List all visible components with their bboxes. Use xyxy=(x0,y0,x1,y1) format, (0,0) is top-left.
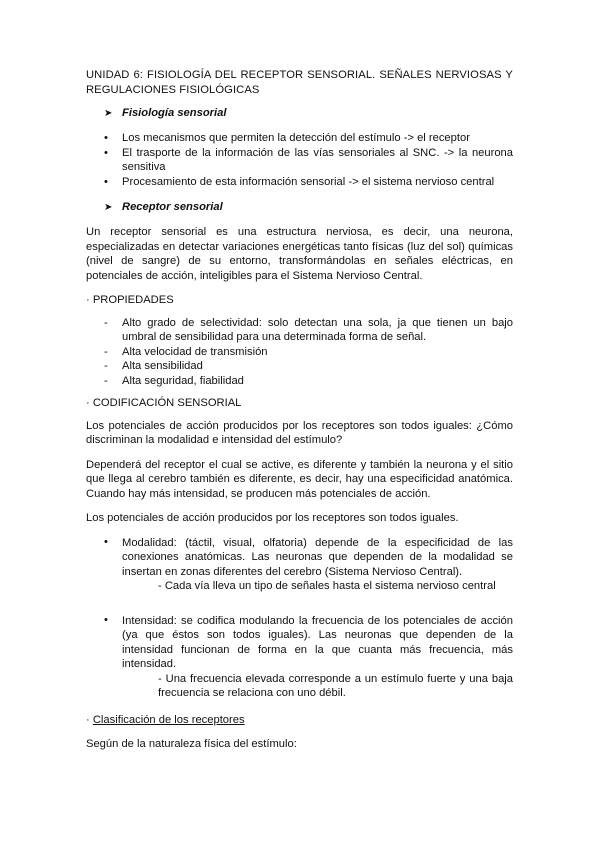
section-heading-propiedades: · PROPIEDADES xyxy=(86,294,174,306)
heading-fisiologia-sensorial xyxy=(104,107,513,119)
document-title: UNIDAD 6: FISIOLOGÍA DEL RECEPTOR SENSORIAL. SEÑALES NERVIOSAS Y REGULACIONES FISIOLÓGICAS xyxy=(86,69,513,96)
section-heading-codificacion: · CODIFICACIÓN SENSORIAL xyxy=(86,397,242,409)
arrow-bullet-icon: ➤ xyxy=(104,201,113,213)
modalidad-subitem: - Cada vía lleva un tipo de señales hasta el sistema nervioso central xyxy=(158,580,496,592)
bullet-dot-icon: • xyxy=(104,132,108,144)
bullet-dot-icon: • xyxy=(104,175,108,188)
heading-text: Fisiología sensorial xyxy=(122,107,227,119)
list-item: - Alta sensibilidad xyxy=(104,360,203,372)
heading-receptor-sensorial xyxy=(104,201,513,213)
bullet-dot-icon: • xyxy=(104,535,108,548)
bullet-list-fisiologia xyxy=(86,131,513,189)
arrow-bullet-icon: ➤ xyxy=(104,107,113,119)
paragraph-codificacion-1: Los potenciales de acción producidos por los receptores son todos iguales: ¿Cómo discriminan la modalidad e intensidad del estímulo? xyxy=(86,419,513,446)
section-heading-clasificacion: · Clasificación de los receptores xyxy=(86,713,245,726)
intensidad-subitem: - Una frecuencia elevada corresponde a un estímulo fuerte y una baja frecuencia se relaciona con uno débil. xyxy=(158,672,513,699)
dash-list-propiedades xyxy=(86,316,513,389)
list-item: - Alta velocidad de transmisión xyxy=(104,345,268,358)
list-item: • El trasporte de la información de las vías sensoriales al SNC. -> la neurona sensitiva xyxy=(104,146,513,173)
bullet-modalidad: • Modalidad: (táctil, visual, olfatoria) depende de la especificidad de las conexiones anatómicas. Las neuronas que dependen de la modalidad se insertan en zonas diferentes del cerebro (Sistema Nervioso Central). xyxy=(104,535,513,578)
paragraph-clasificacion: Según de la naturaleza física del estímulo: xyxy=(86,738,297,750)
paragraph-codificacion-3: Los potenciales de acción producidos por los receptores son todos iguales. xyxy=(86,512,459,524)
bullet-dot-icon: • xyxy=(104,146,108,159)
list-item: • Procesamiento de esta información sensorial -> el sistema nervioso central xyxy=(104,175,495,188)
list-item: • Los mecanismos que permiten la detección del estímulo -> el receptor xyxy=(104,132,470,144)
paragraph-receptor: Un receptor sensorial es una estructura nerviosa, es decir, una neurona, especializadas en detectar variaciones energéticas tanto físicas (luz del sol) químicas (nivel de sangre) de su entorno, transformándolas en señales eléctricas, en potenciales de acción, inteligibles para el Sistema Nervioso Central. xyxy=(86,226,513,282)
bullet-intensidad: • Intensidad: se codifica modulando la frecuencia de los potenciales de acción (ya que éstos son todos iguales). Las neuronas que dependen de la intensidad funcionan de forma en la que cuanta más frecuencia, más intensidad. xyxy=(104,613,513,670)
heading-text: Receptor sensorial xyxy=(122,201,223,213)
paragraph-codificacion-2: Dependerá del receptor el cual se active, es diferente y también la neurona y el sitio que llega al cerebro también es diferente, es decir, hay una especificidad anatómica. Cuando hay más intensidad, se producen más potenciales de acción. xyxy=(86,458,513,500)
list-item: - Alta seguridad, fiabilidad xyxy=(104,374,244,387)
list-item: - Alto grado de selectividad: solo detectan una sola, ja que tienen un bajo umbral de sensibilidad para una determinada forma de señal. xyxy=(104,316,513,343)
bullet-dot-icon: • xyxy=(104,613,108,626)
